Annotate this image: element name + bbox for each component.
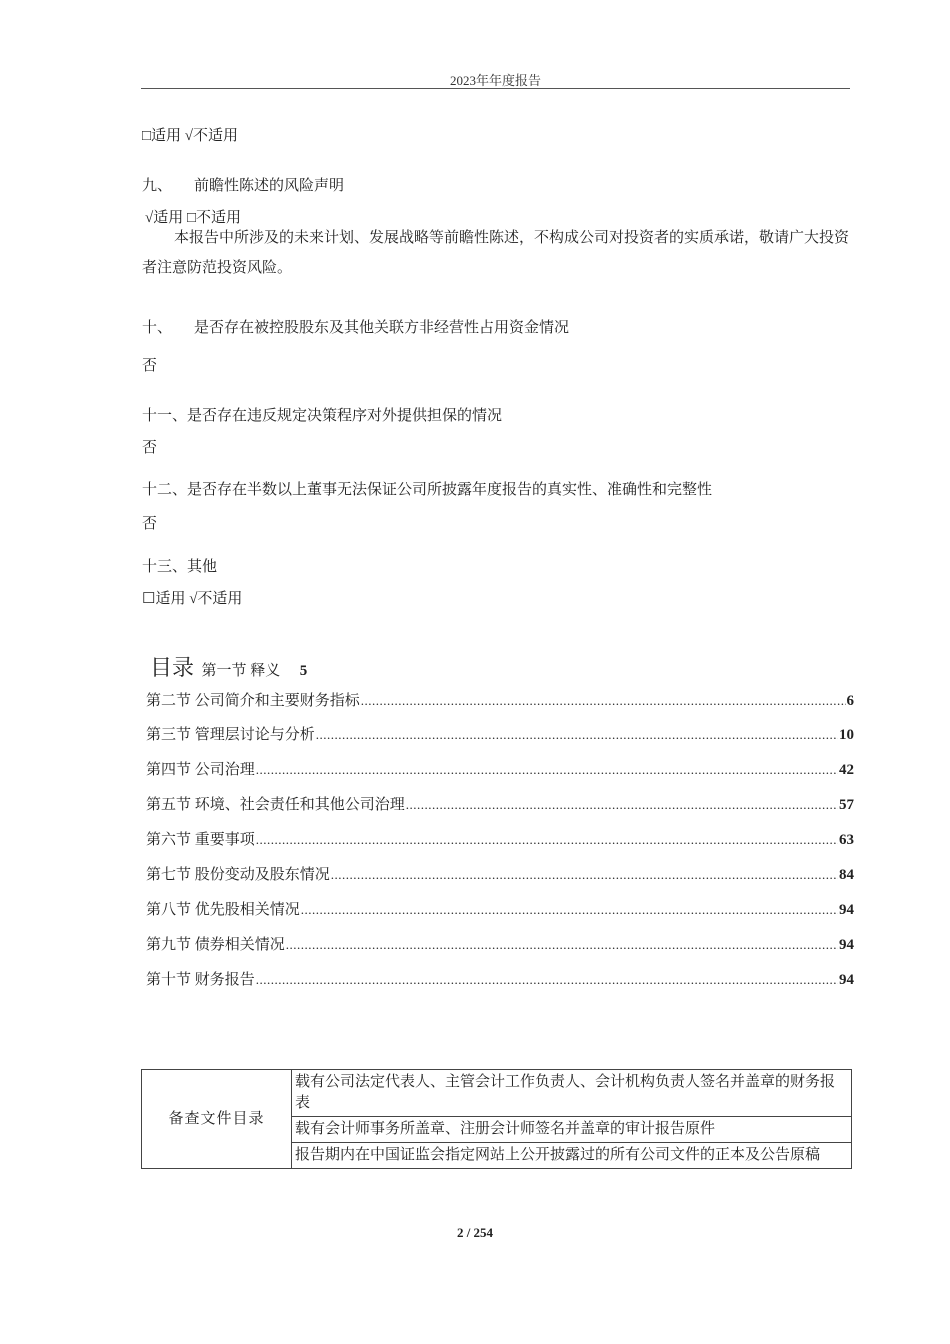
section-heading-9: [142, 174, 344, 195]
toc-leader-dots: [331, 867, 838, 883]
toc-page-number[interactable]: 94: [839, 937, 854, 953]
toc-leader-dots: [316, 727, 838, 743]
toc-item-label[interactable]: 第三节 管理层讨论与分析: [146, 727, 315, 743]
toc-page-number[interactable]: 10: [839, 727, 854, 743]
toc-item-label[interactable]: 第八节 优先股相关情况: [146, 902, 300, 918]
toc-leader-dots: [301, 902, 838, 918]
toc-page-number[interactable]: 94: [839, 902, 854, 918]
toc-title: 目录: [150, 655, 195, 680]
applicability-option: □适用 √不适用: [142, 128, 239, 144]
section-number: 十三、: [142, 559, 188, 575]
risk-statement-paragraph: 本报告中所涉及的未来计划、发展战略等前瞻性陈述，不构成公司对投资者的实质承诺，敬请广大投资者注意防范投资风险。: [142, 230, 850, 276]
table-row: [142, 1070, 852, 1117]
toc-link-section-1[interactable]: 第一节 释义: [201, 663, 281, 679]
toc-item-label[interactable]: 第十节 财务报告: [146, 972, 255, 988]
toc-item[interactable]: [146, 758, 854, 778]
toc-heading: [150, 651, 307, 682]
reference-documents-table: [141, 1069, 852, 1169]
toc-item-label[interactable]: 第七节 股份变动及股东情况: [146, 867, 330, 883]
toc-page-number[interactable]: 57: [839, 797, 854, 813]
toc-page-number[interactable]: 6: [846, 693, 854, 709]
section-number: 九、: [142, 178, 173, 194]
toc-item-label[interactable]: 第九节 债券相关情况: [146, 937, 285, 953]
toc-leader-dots: [286, 937, 838, 953]
toc-item[interactable]: [146, 898, 854, 918]
section-title: 是否存在被控股股东及其他关联方非经营性占用资金情况: [194, 320, 570, 336]
toc-item[interactable]: [146, 968, 854, 988]
toc-item[interactable]: [146, 933, 854, 953]
toc-item-label[interactable]: 第六节 重要事项: [146, 832, 255, 848]
toc-leader-dots: [256, 832, 838, 848]
page-header: 2023年年度报告: [449, 73, 541, 88]
section-title: 前瞻性陈述的风险声明: [194, 178, 345, 194]
section-title: 是否存在半数以上董事无法保证公司所披露年度报告的真实性、准确性和完整性: [187, 482, 713, 498]
toc-leader-dots: [361, 693, 846, 709]
section-answer: 否: [142, 440, 158, 456]
toc-page-number[interactable]: 42: [839, 762, 854, 778]
page-indicator: 2 / 254: [456, 1225, 494, 1240]
section-heading-13: [142, 555, 217, 576]
section-number: 十二、: [142, 482, 188, 498]
toc-item-label[interactable]: 第二节 公司简介和主要财务指标: [146, 693, 360, 709]
toc-item[interactable]: [146, 828, 854, 848]
toc-page-number[interactable]: 63: [839, 832, 854, 848]
section-heading-12: [142, 478, 712, 499]
reference-document-item: 报告期内在中国证监会指定网站上公开披露过的所有公司文件的正本及公告原稿: [292, 1143, 852, 1169]
toc-leader-dots: [406, 797, 838, 813]
toc-item[interactable]: [146, 793, 854, 813]
toc-item[interactable]: [146, 723, 854, 743]
section-answer: 否: [142, 516, 158, 532]
section-heading-11: [142, 404, 502, 425]
section-title: 是否存在违反规定决策程序对外提供担保的情况: [187, 408, 503, 424]
toc-page-number[interactable]: 5: [299, 663, 308, 679]
section-title: 其他: [187, 559, 218, 575]
toc-item[interactable]: [146, 863, 854, 883]
header-divider: [141, 88, 850, 89]
section-answer: 否: [142, 358, 158, 374]
toc-page-number[interactable]: 84: [839, 867, 854, 883]
applicability-option: ☐适用 √不适用: [142, 591, 243, 607]
reference-document-item: 载有公司法定代表人、主管会计工作负责人、会计机构负责人签名并盖章的财务报表: [292, 1070, 852, 1117]
toc-leader-dots: [256, 762, 838, 778]
toc-leader-dots: [256, 972, 838, 988]
toc-item-label[interactable]: 第四节 公司治理: [146, 762, 255, 778]
reference-documents-label: 备查文件目录: [142, 1070, 292, 1169]
toc-item[interactable]: [146, 689, 854, 709]
section-heading-10: [142, 316, 569, 337]
section-number: 十一、: [142, 408, 188, 424]
section-number: 十、: [142, 320, 173, 336]
toc-page-number[interactable]: 94: [839, 972, 854, 988]
toc-item-label[interactable]: 第五节 环境、社会责任和其他公司治理: [146, 797, 405, 813]
reference-document-item: 载有会计师事务所盖章、注册会计师签名并盖章的审计报告原件: [292, 1117, 852, 1143]
applicability-option: √适用 □不适用: [145, 210, 242, 226]
